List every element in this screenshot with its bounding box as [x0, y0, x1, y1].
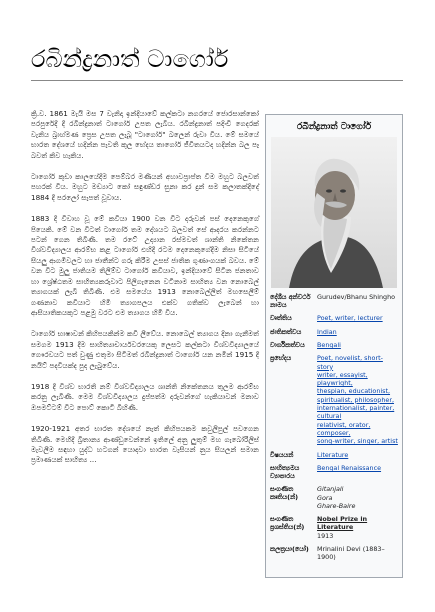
title-divider — [31, 80, 403, 81]
infobox-text: Gora — [317, 493, 333, 502]
infobox-label: වෘත්තිය — [270, 314, 292, 323]
infobox-label: දේශීය අන්වර්ථ නාමය — [270, 293, 311, 310]
infobox-row — [266, 326, 402, 339]
infobox-link[interactable]: thespian, educationist, — [317, 387, 391, 396]
paragraph: 1920-1921 අතර භාරත දේශයේ නැත් කිහිපයකම කවුලිපුල් පවගෙන තිබිණි. මෙහිදී බ්‍රිතාන්‍ය ආණ්ඩුවෙන්නේ ඉතිලේ අනු ලුතුම් මහ ගැබෝරිලිස් මැවලීම සඳහා යුද්ධ හටගන් යොදවා භාරත වැසියන් නුය සියලන් සමාන ප්‍රමාණයක් සාහිත්‍ය ... — [31, 424, 259, 465]
infobox-label: සංගණිත කෘතිය(න්) — [270, 485, 299, 502]
infobox-row — [266, 449, 402, 462]
infobox-row — [266, 462, 402, 483]
infobox-link[interactable]: Poet, writer, lecturer — [317, 314, 383, 323]
paragraph: ක්‍රි.ව. 1861 මැයි මස 7 වැනිදා ඉන්දියාවේ කල්කටා නගරයේ ජොරසාන්කෝ පරපුරේදී දී රබින්ද්‍රනාත් ටාගෝර් උපත ලැබීය. රබින්ද්‍රනාත් පදිංචි ගෙදරක් වැනිය බ්‍රාහ්මණ ප්‍රෙස උපත ලැබූ "ටාගෝර්" බලෙන් රුවා විය. මේ සමයේ භාරත දේශයේ හදින්න පැවති කුල භේදය තාගෝර් ජීවිතයටද හදින්න බල පෑ බවත් කිව හැකිය. — [31, 109, 259, 160]
infobox-label: විෂයයන් — [270, 450, 294, 459]
infobox-label: ජාතිකත්වය — [270, 327, 302, 336]
page-title: රබින්ද්‍රනාත් ටාගෝර් — [31, 45, 229, 73]
infobox — [265, 114, 403, 578]
infobox-row — [266, 291, 402, 312]
infobox-label: වාර්ගිකත්වය — [270, 341, 305, 349]
article-body — [31, 109, 259, 477]
infobox-row — [266, 543, 402, 565]
paragraph: 1883 දී විවාහ වූ මේ කවියා 1900 වන විට දරුවන් පස් දෙනෙකුගේ පියෙකි. මේ වන විටත් ටාගෝර් තම දේශයට බලවත් සේ ආදරය කරන්නට පටන් ගෙන තිබිණි. තම රටේ උද්‍යාන රස්මවත් ශාන්ති නිකේතන විශ්වවිද්‍යාලය ආරම්භ කළ ටාගෝර් එහිදී රටම දෙනෙකුගේදීම නිසා සිටියේ සියලු ආගමිවලට හා ජාතීන්ට ගරු කිරීම උසස් ජාතික ගුණාංගයක් බවය. මේ වන විට මුලු ජාතියම තිලිම්ව ටාගෝර් කවියාව, ඉන්දියාවේ සිටින ජනතාව හා ශ්‍රේෂ්ඨතම සාහිත්‍යකරුවාට පිලිගැනෙන වටිනාම සාහිත්‍ය වන නොබෙල් ත්‍යාගයක් ලැබී තිබිණි. එම සමයේය 1913 නොබෙල්ලිත් මහසෙලීම් ගණනාව කවියාට හිමි ත්‍යාගපලය එක්ව ගතික්ව ලැබෙන් හා ආසියාතිකයකුට පළමු වරට එම ත්‍යාගය හිමි විය. — [31, 214, 259, 317]
infobox-value — [317, 328, 398, 336]
infobox-value — [317, 293, 398, 309]
infobox-row — [266, 352, 402, 448]
infobox-value — [317, 464, 398, 480]
infobox-value — [317, 515, 398, 540]
infobox-label: සංගණිත ප්‍රශස්තිය(න්) — [270, 515, 305, 532]
infobox-text: 1913 — [317, 531, 334, 540]
infobox-label: ප්‍රභේදය — [270, 354, 292, 363]
infobox-link[interactable]: Bengal Renaissance — [317, 463, 382, 472]
paragraph: 1918 දී විශ්ව භාරති නම් විශ්වවිද්‍යාලය ශාන්ති නිකේතනය තුලම ආරම්භ කරනු ලැබිණි. මෙම විශ්වවිද්‍යාලය දුප්පත්ම දරුවන්ගේ හැකියාවන් මනාව ඔපමට්ටම් විට පොට් කොටි බිහිණි. — [31, 381, 259, 412]
infobox-row — [266, 513, 402, 543]
infobox-value — [317, 545, 398, 562]
infobox-link[interactable]: Nobel Prize in Literature — [317, 515, 368, 532]
infobox-text: Mrinalini Devi (1883–1900) — [317, 545, 385, 562]
infobox-value — [317, 314, 398, 322]
paragraph: ටාගෝර් කුඩා කාලයේදීම පෙම්බර මණියන් අහාවප්‍රාප්ත වීම මහුට බලවත් පහරක් විය. මහුට මඩ්‍යාට කෝ සඳුණ්ඩර සුනා කර දුන් සම කලාතක්දිදේ 1884 දී පරලෝ සැපත් වූවාය. — [31, 172, 259, 202]
portrait-image — [271, 137, 397, 288]
infobox-text: Gitanjali — [317, 485, 344, 494]
infobox-link[interactable]: song-writer, singer, artist — [317, 437, 398, 446]
infobox-value — [317, 451, 398, 459]
infobox-link[interactable]: Literature — [317, 450, 349, 459]
infobox-value — [317, 341, 398, 349]
infobox-value — [317, 354, 398, 445]
infobox-text: Ghare-Baire — [317, 501, 356, 510]
infobox-text: Gurudev/Bhanu Shingho — [317, 293, 396, 301]
infobox-value — [317, 485, 398, 510]
infobox-row — [266, 339, 402, 352]
infobox-link[interactable]: Indian — [317, 327, 337, 336]
infobox-label: සාහිත්‍යමය ව්‍යාපාරය — [270, 463, 300, 481]
infobox-row — [266, 312, 402, 325]
infobox-link[interactable]: internationalist, painter, cultural — [317, 404, 395, 421]
infobox-label: කලත්‍රයා(යෝ) — [270, 545, 309, 554]
infobox-link[interactable]: writer, essayist, playwright, — [317, 370, 368, 388]
infobox-link[interactable]: relativist, orator, composer, — [317, 420, 371, 437]
infobox-link[interactable]: spiritualist, philosopher, — [317, 395, 394, 404]
infobox-row — [266, 483, 402, 513]
paragraph: ටාගෝර් භාෂාවන් කිහිපයකින්ම කවි ලීවේය. නොබෙල් ත්‍යාගය දිනා ගැනීමත් සමගම 1913 දීම සාහිත්‍යාචාර්යවරයෙකු ලෙසට කල්කටා විශ්වවිද්‍යාලයේ ගෞරවයට පත් වුණු එතුමා සිටිමත් රබින්ද්‍රනාත් ටාගෝර් යන නමින් 1915 දී නයිට් පදවියක්ද පුද ලැබුවේය. — [31, 329, 259, 370]
infobox-link[interactable]: Poet, novelist, short-story — [317, 354, 383, 371]
infobox-rows — [266, 291, 402, 565]
infobox-link[interactable]: Bengali — [317, 341, 341, 349]
infobox-title: රබින්ද්‍රනාත් ටාගෝර් — [296, 122, 372, 132]
